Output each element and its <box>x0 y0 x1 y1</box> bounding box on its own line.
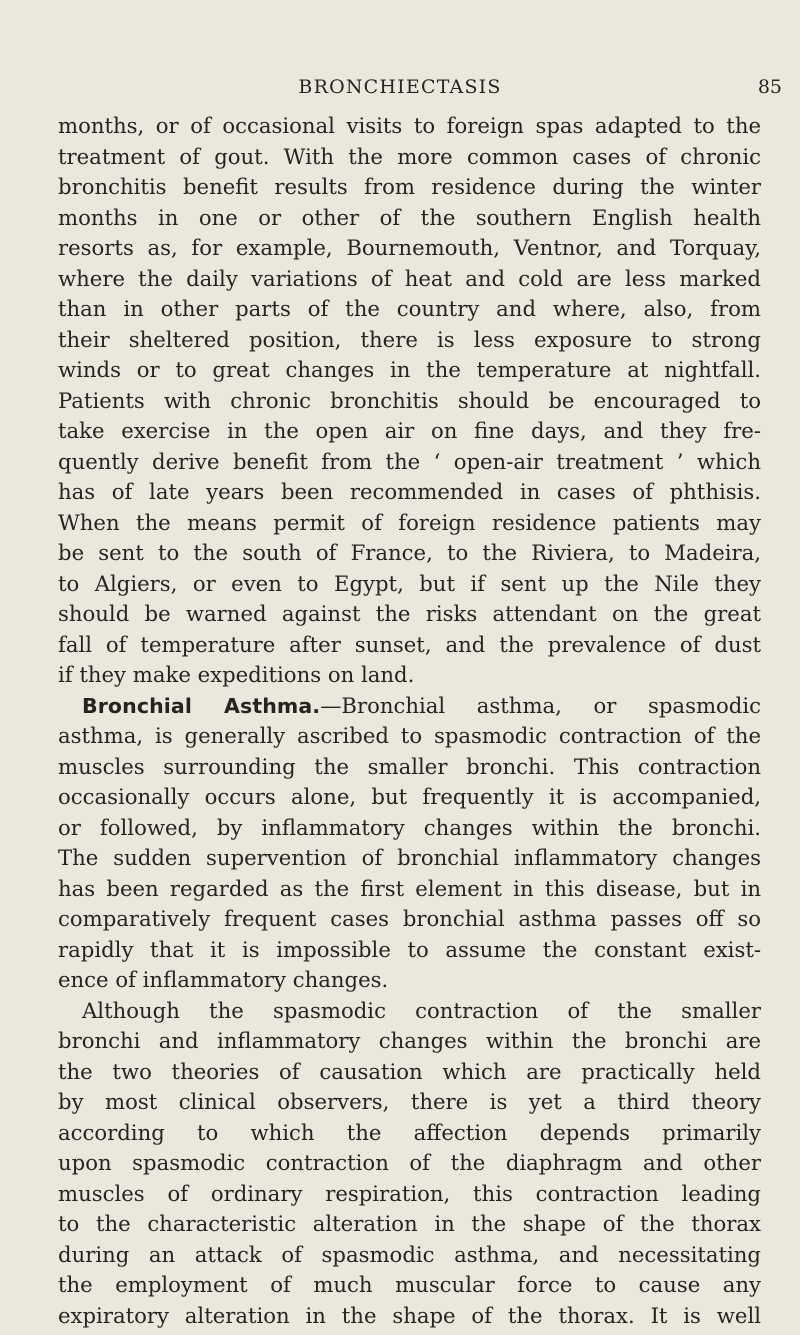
text-line: expiratory alteration in the shape of the thorax. It is well <box>58 1302 761 1328</box>
section-first-line <box>58 691 761 722</box>
section-heading: Bronchial Asthma. <box>82 693 321 718</box>
text-line: resorts as, for example, Bournemouth, Ventnor, and Torquay, <box>58 235 761 260</box>
text-line: their sheltered position, there is less exposure to strong <box>58 326 761 352</box>
text-line: be sent to the south of France, to the Riviera, to Madeira, <box>58 540 761 565</box>
text-line: muscles surrounding the smaller bronchi. This contraction <box>58 753 761 779</box>
text-line: rapidly that it is impossible to assume the constant exist- <box>58 936 761 962</box>
text-line: by most clinical observers, there is yet a third theory <box>58 1089 761 1114</box>
section-bronchial-asthma <box>58 691 761 996</box>
text-line: the employment of much muscular force to cause any <box>58 1272 761 1297</box>
text-line: comparatively frequent cases bronchial asthma passes off so <box>58 906 761 931</box>
text-line: has of late years been recommended in cases of phthisis. <box>58 479 761 504</box>
text-line: Although the spasmodic contraction of the smaller <box>82 997 761 1023</box>
text-line: muscles of ordinary respiration, this contraction leading <box>58 1180 761 1206</box>
text-line: take exercise in the open air on fine days, and they fre- <box>58 418 761 443</box>
paragraph-theories-of-causation <box>58 996 761 1332</box>
text-line: The sudden supervention of bronchial inflammatory changes <box>58 845 761 870</box>
text-line: winds or to great changes in the temperature at nightfall. <box>58 357 761 382</box>
text-line: occasionally occurs alone, but frequently it is accompanied, <box>58 784 761 809</box>
text-line: upon spasmodic contraction of the diaphragm and other <box>58 1150 761 1175</box>
body-text <box>58 111 761 1331</box>
text-line: according to which the affection depends primarily <box>58 1119 761 1145</box>
text-line: Patients with chronic bronchitis should be encouraged to <box>58 387 761 413</box>
text-line: When the means permit of foreign residence patients may <box>58 509 761 535</box>
text-line: the two theories of causation which are practically held <box>58 1058 761 1084</box>
text-line: should be warned against the risks attendant on the great <box>58 601 761 626</box>
section-first-line-text: —Bronchial asthma, or spasmodic <box>320 692 761 718</box>
text-line: asthma, is generally ascribed to spasmodic contraction of the <box>58 723 761 748</box>
text-line: ence of inflammatory changes. <box>58 967 389 992</box>
text-line: during an attack of spasmodic asthma, and necessitating <box>58 1241 761 1267</box>
page-number: 85 <box>757 76 782 98</box>
text-line: to Algiers, or even to Egypt, but if sent up the Nile they <box>58 570 761 596</box>
text-line: months in one or other of the southern English health <box>58 204 761 230</box>
text-line: bronchi and inflammatory changes within the bronchi are <box>58 1028 761 1053</box>
text-line: bronchitis benefit results from residence during the winter <box>58 174 761 199</box>
paragraph-open-air-treatment <box>58 111 761 691</box>
text-line: months, or of occasional visits to foreign spas adapted to the <box>58 113 761 138</box>
text-line: treatment of gout. With the more common cases of chronic <box>58 143 761 169</box>
text-line: where the daily variations of heat and cold are less marked <box>58 265 761 291</box>
text-line: quently derive benefit from the ‘ open-air treatment ’ which <box>58 448 761 474</box>
text-line: or followed, by inflammatory changes within the bronchi. <box>58 814 761 840</box>
running-title: BRONCHIECTASIS <box>298 76 502 98</box>
text-line: to the characteristic alteration in the shape of the thorax <box>58 1211 761 1236</box>
text-line: has been regarded as the first element in this disease, but in <box>58 875 761 901</box>
text-line: if they make expeditions on land. <box>58 662 415 687</box>
page-header <box>0 76 800 106</box>
text-line: than in other parts of the country and where, also, from <box>58 296 761 321</box>
text-line: fall of temperature after sunset, and the prevalence of dust <box>58 631 761 657</box>
